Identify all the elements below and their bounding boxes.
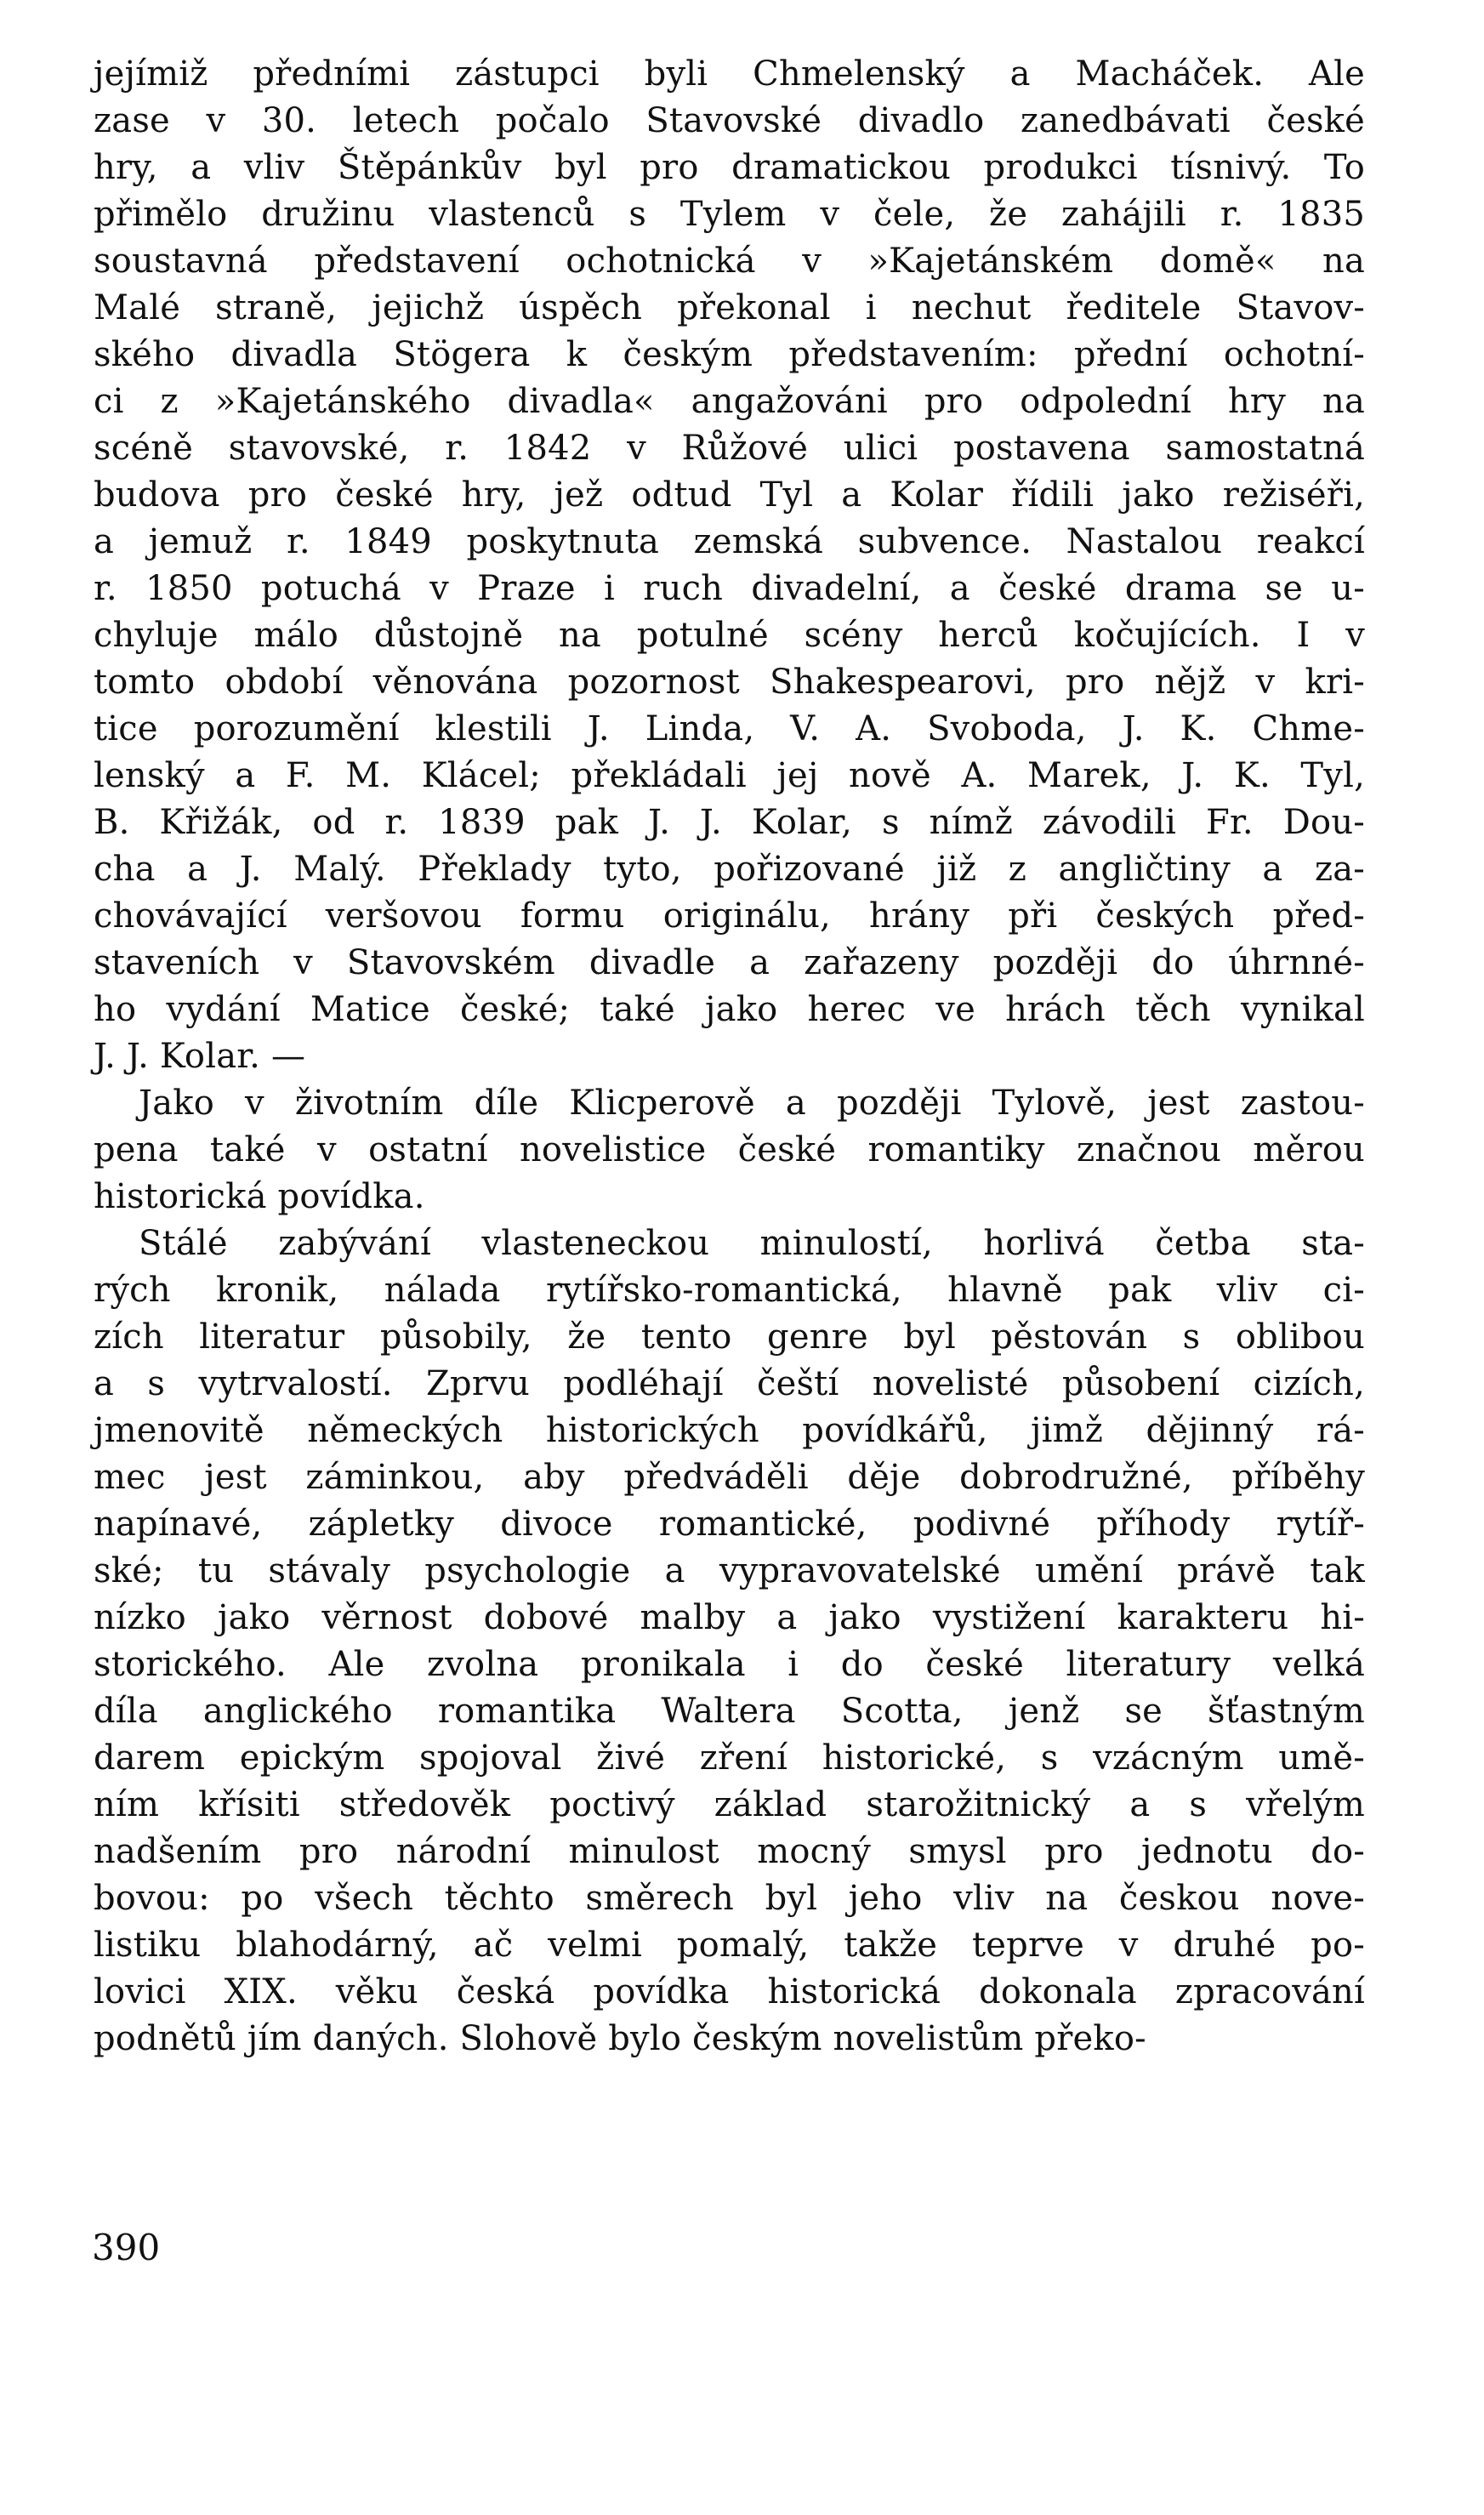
text-line: ci z »Kajetánského divadla« angažováni pro odpolední hry na (94, 382, 1365, 421)
text-line: scéně stavovské, r. 1842 v Růžové ulici postavena samostatná (94, 429, 1365, 468)
text-line: ním křísiti středověk poctivý základ starožitnický a s vřelým (94, 1785, 1365, 1824)
text-line: Stálé zabývání vlasteneckou minulostí, horlivá četba sta- (139, 1224, 1365, 1263)
text-line: B. Křižák, od r. 1839 pak J. J. Kolar, s nímž závodili Fr. Dou- (94, 803, 1365, 842)
text-line: nadšením pro národní minulost mocný smysl pro jednotu do- (94, 1832, 1365, 1871)
text-line: chyluje málo důstojně na potulné scény herců kočujících. I v (94, 616, 1365, 655)
text-line: díla anglického romantika Waltera Scotta, jenž se šťastným (94, 1692, 1365, 1731)
text-line: staveních v Stavovském divadle a zařazeny později do úhrnné- (94, 943, 1365, 982)
text-line: darem epickým spojoval živé zření historické, s vzácným umě- (94, 1738, 1365, 1778)
text-line: zích literatur působily, že tento genre byl pěstován s oblibou (94, 1317, 1365, 1357)
text-line: pena také v ostatní novelistice české romantiky značnou měrou (94, 1130, 1365, 1169)
text-line: ské; tu stávaly psychologie a vypravovatelské umění právě tak (94, 1551, 1365, 1590)
text-line: historická povídka. (94, 1177, 425, 1216)
text-line: chovávající veršovou formu originálu, hrány při českých před- (94, 896, 1365, 936)
text-line: storického. Ale zvolna pronikala i do české literatury velká (94, 1645, 1365, 1684)
text-line: Jako v životním díle Klicperově a později Tylově, jest zastou- (139, 1084, 1365, 1123)
text-line: tice porozumění klestili J. Linda, V. A. Svoboda, J. K. Chme- (94, 709, 1365, 748)
text-line: soustavná představení ochotnická v »Kajetánském domě« na (94, 242, 1365, 281)
text-line: napínavé, zápletky divoce romantické, podivné příhody rytíř- (94, 1505, 1365, 1544)
text-line: listiku blahodárný, ač velmi pomalý, takže teprve v druhé po- (94, 1926, 1365, 1965)
text-line: ského divadla Stögera k českým představením: přední ochotní- (94, 335, 1365, 374)
text-line: zase v 30. letech počalo Stavovské divadlo zanedbávati české (94, 101, 1365, 140)
text-line: přimělo družinu vlastenců s Tylem v čele, že zahájili r. 1835 (94, 195, 1365, 234)
text-line: budova pro české hry, jež odtud Tyl a Kolar řídili jako režiséři, (94, 475, 1365, 515)
text-line: podnětů jím daných. Slohově bylo českým novelistům překo- (94, 2019, 1146, 2058)
text-line: rých kronik, nálada rytířsko-romantická, hlavně pak vliv ci- (94, 1271, 1365, 1310)
text-line: nízko jako věrnost dobové malby a jako vystižení karakteru hi- (94, 1598, 1365, 1637)
paragraph-1 (94, 51, 1365, 1080)
text-line: tomto období věnována pozornost Shakespearovi, pro nějž v kri- (94, 663, 1365, 702)
text-line: ho vydání Matice české; také jako herec ve hrách těch vynikal (94, 990, 1365, 1029)
text-line: Malé straně, jejichž úspěch překonal i nechut ředitele Stavov- (94, 288, 1365, 327)
text-line: hry, a vliv Štěpánkův byl pro dramatickou produkci tísnivý. To (94, 148, 1365, 187)
text-line: lenský a F. M. Klácel; překládali jej nově A. Marek, J. K. Tyl, (94, 756, 1365, 795)
text-line: lovici XIX. věku česká povídka historická dokonala zpracování (94, 1972, 1365, 2011)
text-line: jmenovitě německých historických povídkářů, jimž dějinný rá- (94, 1411, 1365, 1450)
paragraph-3 (94, 1221, 1365, 2063)
paragraph-2 (94, 1080, 1365, 1221)
text-line: J. J. Kolar. — (94, 1037, 306, 1076)
page-number: 390 (92, 2227, 161, 2268)
text-line: a s vytrvalostí. Zprvu podléhají čeští novelisté působení cizích, (94, 1364, 1365, 1403)
body-text (94, 51, 1365, 2063)
text-line: jejímiž předními zástupci byli Chmelenský a Macháček. Ale (94, 54, 1365, 94)
text-line: a jemuž r. 1849 poskytnuta zemská subvence. Nastalou reakcí (94, 522, 1365, 561)
text-line: cha a J. Malý. Překlady tyto, pořizované již z angličtiny a za- (94, 850, 1365, 889)
text-line: bovou: po všech těchto směrech byl jeho vliv na českou nove- (94, 1879, 1365, 1918)
text-line: mec jest záminkou, aby předváděli děje dobrodružné, příběhy (94, 1458, 1365, 1497)
text-line: r. 1850 potuchá v Praze i ruch divadelní, a české drama se u- (94, 569, 1365, 608)
